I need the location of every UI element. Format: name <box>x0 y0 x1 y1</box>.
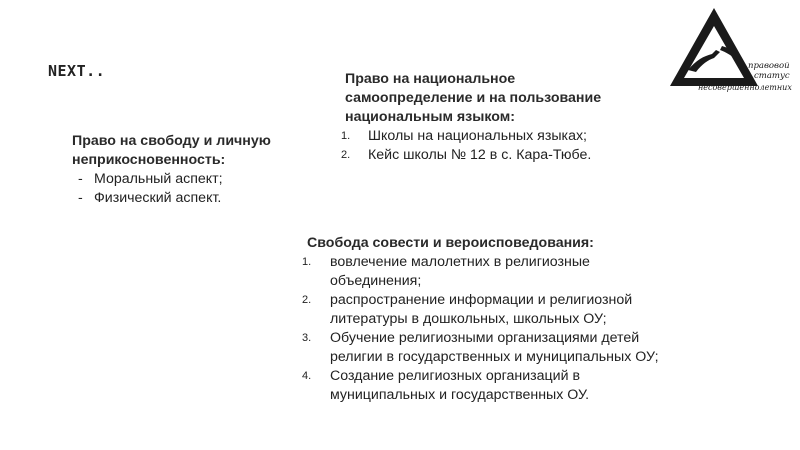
list-marker: 4. <box>302 370 312 382</box>
list-marker: 1. <box>302 256 312 268</box>
national-block <box>341 70 661 165</box>
list-item-line2: муниципальных и государственных ОУ. <box>330 387 590 403</box>
conscience-title: Свобода совести и вероисповедования: <box>307 235 594 251</box>
list-item-line2: объединения; <box>330 273 422 289</box>
list-item-line1: Создание религиозных организаций в <box>330 368 580 384</box>
liberty-title-line1: Право на свободу и личную <box>72 133 271 149</box>
list-item-line2: религии в государственных и муниципальных ОУ; <box>330 349 659 365</box>
national-list <box>341 127 661 165</box>
logo-text-line3: несовершеннолетних <box>698 83 792 92</box>
liberty-title-line2: неприкосновенность: <box>72 152 226 168</box>
list-marker: 1. <box>341 130 351 142</box>
national-title <box>341 70 661 127</box>
next-heading: NEXT.. <box>48 62 106 80</box>
list-marker: 2. <box>341 149 351 161</box>
conscience-block <box>302 234 742 405</box>
list-item-line1: распространение информации и религиозной <box>330 292 633 308</box>
list-item <box>341 127 661 146</box>
list-item <box>341 146 661 165</box>
list-item <box>302 253 742 291</box>
logo-text-line1: правовой <box>748 61 790 71</box>
national-title-line2: самоопределение и на пользование <box>345 90 602 106</box>
list-item-line2: литературы в дошкольных, школьных ОУ; <box>330 311 607 327</box>
list-item: - Моральный аспект; <box>72 170 322 189</box>
list-item-text: Кейс школы № 12 в с. Кара-Тюбе. <box>368 147 592 163</box>
list-marker: 3. <box>302 332 312 344</box>
national-title-line1: Право на национальное <box>345 71 516 87</box>
logo <box>662 0 800 100</box>
liberty-list <box>72 170 322 208</box>
list-item <box>302 367 742 405</box>
list-item <box>302 291 742 329</box>
logo-text-line2: статус <box>754 71 790 81</box>
triangle-hand-logo-icon <box>662 0 800 100</box>
conscience-list <box>302 253 742 405</box>
list-marker: 2. <box>302 294 312 306</box>
list-item: - Физический аспект. <box>72 189 322 208</box>
list-item <box>302 329 742 367</box>
list-item-line1: вовлечение малолетних в религиозные <box>330 254 590 270</box>
list-item-line1: Обучение религиозными организациями детей <box>330 330 640 346</box>
list-item-text: Школы на национальных языках; <box>368 128 587 144</box>
national-title-line3: национальным языком: <box>345 109 515 125</box>
liberty-title <box>72 132 322 170</box>
liberty-block <box>72 132 322 208</box>
